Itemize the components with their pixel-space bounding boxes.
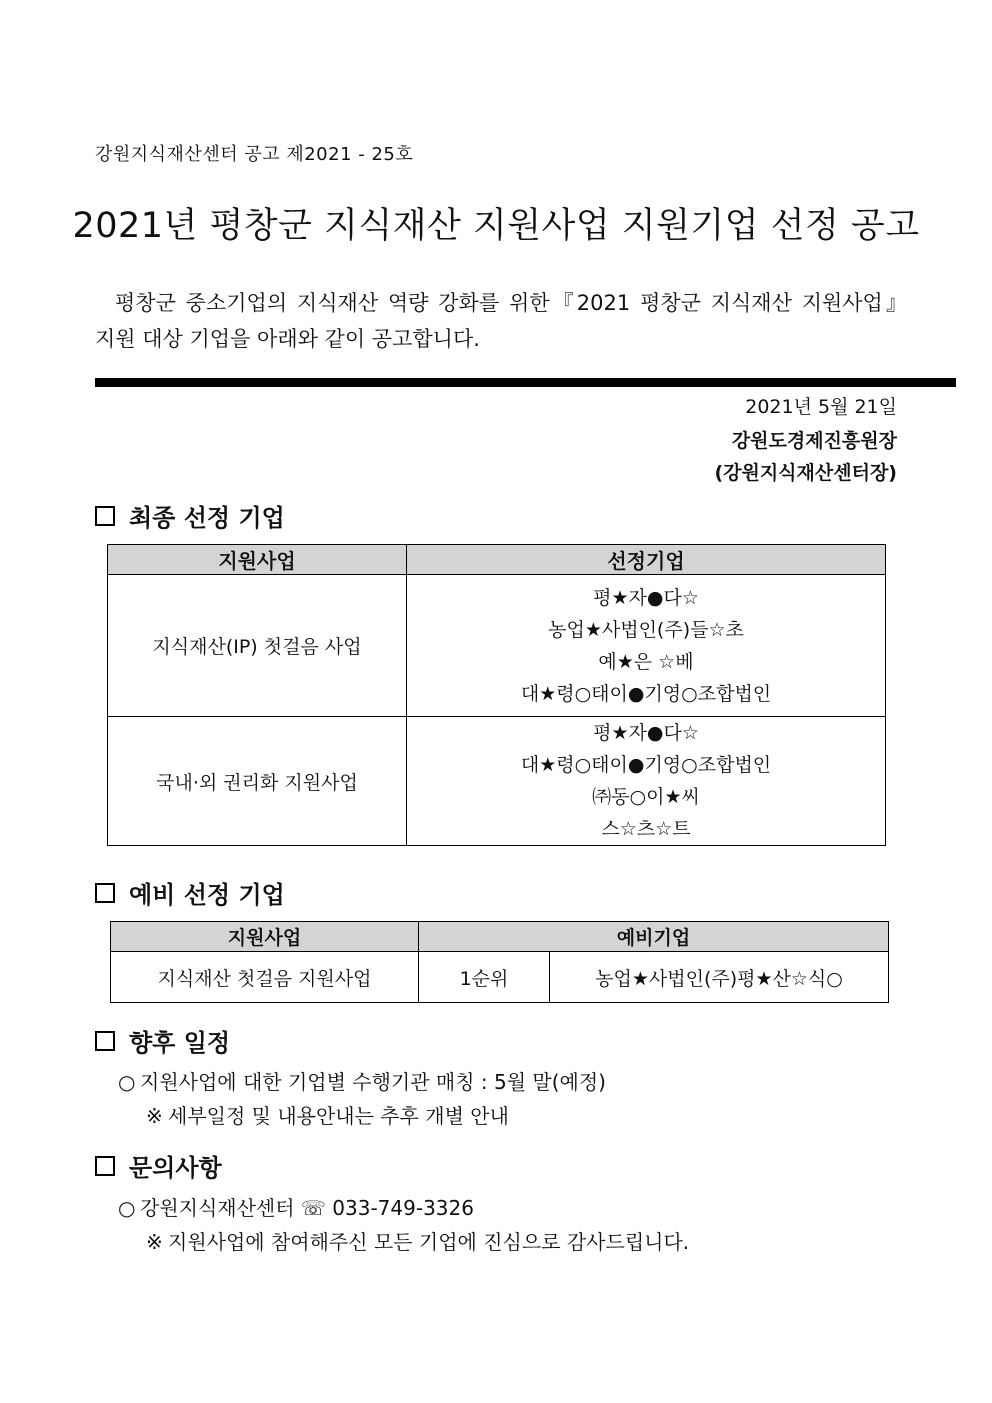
company-name: 대★령○태이●기영○조합법인 bbox=[520, 682, 772, 705]
intro-line-2: 지원 대상 기업을 아래와 같이 공고합니다. bbox=[95, 327, 480, 351]
table-row bbox=[108, 575, 886, 717]
signatory-subtitle: (강원지식재산센터장) bbox=[714, 462, 897, 484]
section-heading-reserve bbox=[95, 875, 285, 910]
reserve-selection-table bbox=[110, 921, 889, 1003]
reference-mark-icon: ※ bbox=[146, 1104, 163, 1128]
schedule-item bbox=[118, 1066, 606, 1095]
program-cell: 지식재산 첫걸음 지원사업 bbox=[111, 952, 419, 1003]
checkbox-square-icon bbox=[95, 1031, 115, 1051]
table-header-program: 지원사업 bbox=[111, 922, 419, 952]
table-row bbox=[111, 952, 889, 1003]
program-cell: 국내·외 권리화 지원사업 bbox=[108, 717, 407, 846]
rank-cell: 1순위 bbox=[419, 952, 550, 1003]
section-heading-text: 문의사항 bbox=[129, 1154, 222, 1182]
notice-date: 2021년 5월 21일 bbox=[745, 396, 897, 418]
reference-mark-icon: ※ bbox=[146, 1230, 163, 1254]
schedule-note bbox=[146, 1100, 509, 1129]
checkbox-square-icon bbox=[95, 1156, 115, 1176]
table-header-reserve: 예비기업 bbox=[419, 922, 889, 952]
intro-paragraph bbox=[95, 285, 907, 357]
table-row bbox=[108, 717, 886, 846]
company-name: 예★은 ☆베 bbox=[598, 650, 694, 673]
contact-note-text: 지원사업에 참여해주신 모든 기업에 진심으로 감사드립니다. bbox=[168, 1230, 690, 1254]
notice-number: 강원지식재산센터 공고 제2021 - 25호 bbox=[95, 144, 414, 165]
company-name: 대★령○태이●기영○조합법인 bbox=[520, 754, 772, 776]
section-heading-text: 최종 선정 기업 bbox=[129, 504, 285, 532]
table-header-program: 지원사업 bbox=[108, 545, 407, 575]
company-name: 평★자●다☆ bbox=[593, 586, 699, 609]
table-header-companies: 선정기업 bbox=[407, 545, 886, 575]
companies-cell bbox=[407, 575, 886, 717]
checkbox-square-icon bbox=[95, 883, 115, 903]
intro-line-1: 평창군 중소기업의 지식재산 역량 강화를 위한『2021 평창군 지식재산 지원사업』 bbox=[115, 291, 907, 315]
circle-bullet-icon: ○ bbox=[118, 1070, 136, 1094]
section-heading-contact bbox=[95, 1148, 222, 1183]
table-header-row bbox=[111, 922, 889, 952]
final-selection-table bbox=[107, 544, 886, 846]
company-name: 농업★사법인(주)들☆초 bbox=[548, 618, 744, 641]
checkbox-square-icon bbox=[95, 506, 115, 526]
contact-note bbox=[146, 1226, 689, 1255]
circle-bullet-icon: ○ bbox=[118, 1196, 136, 1220]
schedule-text: 지원사업에 대한 기업별 수행기관 매칭 : 5월 말(예정) bbox=[140, 1070, 606, 1094]
company-name: 스☆츠☆트 bbox=[601, 818, 691, 840]
contact-item bbox=[118, 1192, 474, 1221]
signatory-title: 강원도경제진흥원장 bbox=[731, 430, 897, 452]
table-header-row bbox=[108, 545, 886, 575]
company-name: 평★자●다☆ bbox=[593, 722, 699, 744]
divider-rule bbox=[95, 378, 956, 387]
section-heading-schedule bbox=[95, 1023, 230, 1058]
section-heading-text: 향후 일정 bbox=[129, 1029, 231, 1057]
section-heading-text: 예비 선정 기업 bbox=[129, 881, 285, 909]
program-cell: 지식재산(IP) 첫걸음 사업 bbox=[108, 575, 407, 717]
company-cell: 농업★사법인(주)평★산☆식○ bbox=[550, 952, 889, 1003]
companies-cell bbox=[407, 717, 886, 846]
page-title: 2021년 평창군 지식재산 지원사업 지원기업 선정 공고 bbox=[72, 206, 920, 246]
schedule-note-text: 세부일정 및 내용안내는 추후 개별 안내 bbox=[168, 1104, 509, 1128]
section-heading-final bbox=[95, 498, 285, 533]
company-name: ㈜동○이★씨 bbox=[592, 786, 700, 808]
contact-text: 강원지식재산센터 ☏ 033-749-3326 bbox=[140, 1196, 474, 1220]
